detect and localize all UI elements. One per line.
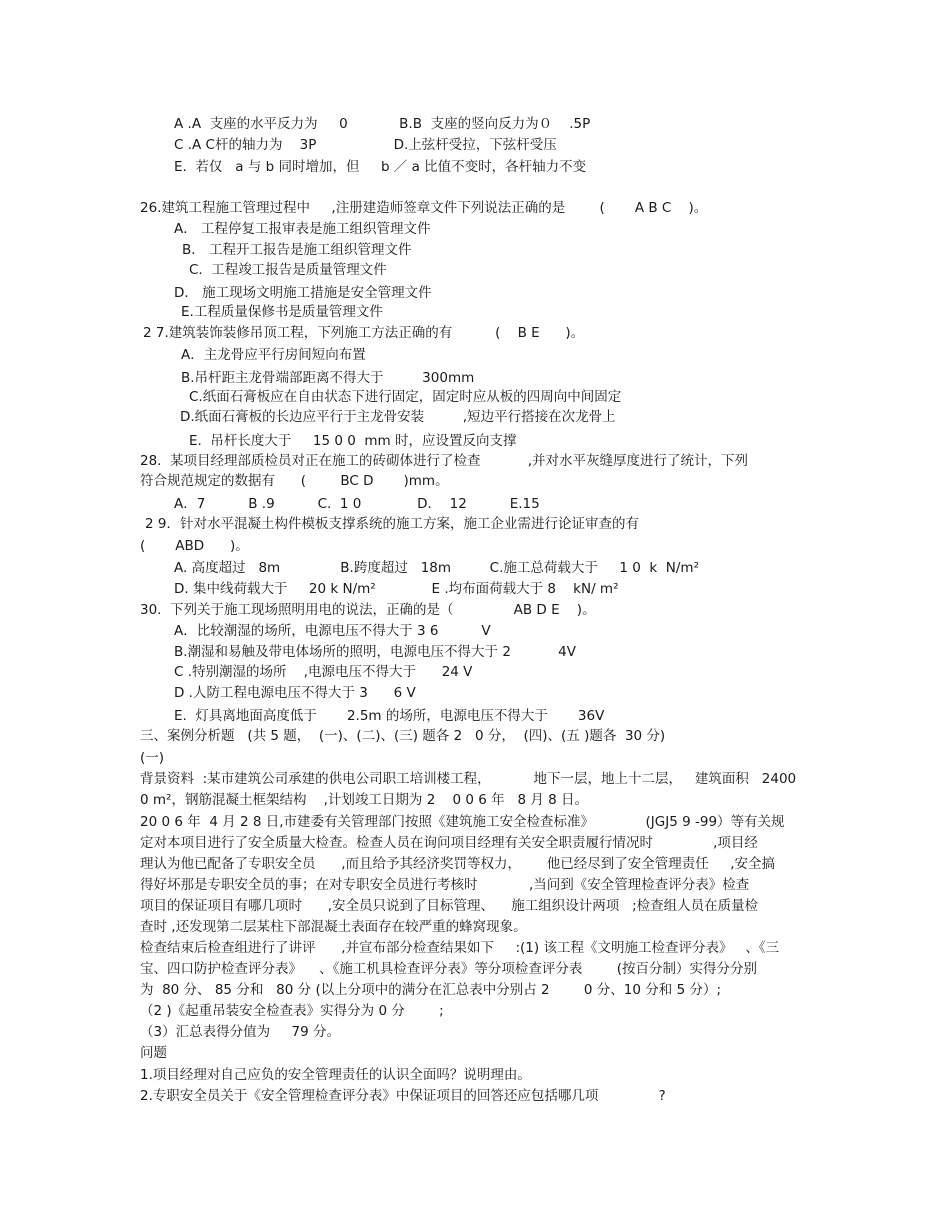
case-paragraph-line-3: 理认为他已配备了专职安全员 ,而且给予其经济奖罚等权力， 他已经尽到了安全管理责任 ,安全搞 — [140, 856, 776, 872]
options-28: A．7 B .9 C. 1 0 D． 12 E.15 — [174, 496, 540, 512]
option-25e: E. 若仅 a 与 b 同时增加，但 b ／ a 比值不变时，各杆轴力不变 — [174, 159, 587, 175]
case-paragraph-line-5: 项目的保证项目有哪几项时 ,安全员只说到了目标管理、 施工组织设计两项 ;检查组人员在质量检 — [140, 898, 759, 914]
question-29: 2 9．针对水平混凝土构件模板支撑系统的施工方案，施工企业需进行论证审查的有 — [145, 516, 639, 532]
case-result-line-5: （3）汇总表得分值为 79 分。 — [140, 1024, 341, 1040]
option-26b: B． 工程开工报告是施工组织管理文件 — [182, 242, 412, 258]
question-item-1: 1.项目经理对自己应负的安全管理责任的认识全面吗？说明理由。 — [140, 1067, 531, 1083]
option-27b: B.吊杆距主龙骨端部距离不得大于 300mm — [181, 370, 475, 386]
option-25c-25d: C .A C杆的轴力为 3P D.上弦杆受拉，下弦杆受压 — [174, 137, 557, 153]
option-26d: D． 施工现场文明施工措施是安全管理文件 — [174, 285, 432, 301]
option-30e: E. 灯具离地面高度低于 2.5m 的场所，电源电压不得大于 36V — [174, 708, 605, 724]
option-26c: C. 工程竣工报告是质量管理文件 — [189, 262, 387, 278]
option-30d: D .人防工程电源电压不得大于 3 6 V — [174, 685, 416, 701]
case-paragraph-line-4: 得好坏那是专职安全员的事；在对专职安全员进行考核时 ,当问到《安全管理检查评分表》检查 — [140, 877, 750, 893]
option-26e: E.工程质量保修书是质量管理文件 — [181, 304, 383, 320]
question-26: 26.建筑工程施工管理过程中 ,注册建造师签章文件下列说法正确的是 ( A B C )。 — [140, 200, 708, 216]
option-25a-25b: A .A 支座的水平反力为 0 B.B 支座的竖向反力为０ .5P — [174, 116, 591, 132]
case-paragraph-line-6: 查时 ,还发现第二层某柱下部混凝土表面存在较严重的蜂窝现象。 — [140, 919, 527, 935]
case-result-line-1: 检查结束后检查组进行了讲评 ,并宣布部分检查结果如下 :(1) 该工程《文明施工检查评分表》 、《三 — [140, 940, 780, 956]
question-30: 30. 下列关于施工现场照明用电的说法，正确的是（ AB D E )。 — [140, 602, 596, 618]
answer-29: ( ABD )。 — [140, 538, 249, 554]
option-27d: D.纸面石膏板的长边应平行于主龙骨安装 ,短边平行搭接在次龙骨上 — [180, 409, 616, 425]
case-paragraph-line-2: 定对本项目进行了安全质量大检查。检查人员在询问项目经理有关安全职责履行情况时 ,项目经 — [140, 835, 758, 851]
question-28-line-1: 28. 某项目经理部质检员对正在施工的砖砌体进行了检查 ,并对水平灰缝厚度进行了统计，下列 — [140, 453, 749, 469]
question-27: 2 7.建筑装饰装修吊顶工程，下列施工方法正确的有 ( B E )。 — [143, 325, 585, 341]
case-result-line-3: 为 80 分、 85 分和 80 分 (以上分项中的满分在汇总表中分别占 2 0 分、10 分和 5 分）; — [140, 982, 721, 998]
option-30a: A．比较潮湿的场所，电源电压不得大于 3 6 V — [174, 623, 491, 639]
option-27a: A．主龙骨应平行房间短向布置 — [181, 347, 366, 363]
section-heading-case-analysis: 三、案例分析题 (共 5 题， (一)、(二)、(三) 题各 2 0 分， (四)、(五 )题各 30 分) — [140, 728, 666, 744]
case-number: (一) — [140, 750, 165, 766]
option-30c: C .特别潮湿的场所 ,电源电压不得大于 24 V — [174, 664, 473, 680]
case-background-line-1: 背景资料 :某市建筑公司承建的供电公司职工培训楼工程， 地下一层，地上十二层， 建筑面积 2400 — [140, 771, 797, 787]
option-26a: A． 工程停复工报审表是施工组织管理文件 — [174, 221, 431, 237]
case-result-line-4: （2 )《起重吊装安全检查表》实得分为 0 分 ; — [140, 1003, 444, 1019]
case-result-line-2: 宝、四口防护检查评分表》 、《施工机具检查评分表》等分项检查评分表 (按百分制）实得分分别 — [140, 961, 758, 977]
case-paragraph-line-1: 20 0 6 年 4 月 2 8 日,市建委有关管理部门按照《建筑施工安全检查标准》 (JGJ5 9 -99）等有关规 — [140, 814, 785, 830]
options-29abc: A. 高度超过 8m B.跨度超过 18m C.施工总荷载大于 1 0 k N/m² — [174, 560, 699, 576]
option-30b: B.潮湿和易触及带电体场所的照明，电源电压不得大于 2 4V — [174, 644, 576, 660]
questions-heading: 问题 — [140, 1045, 167, 1061]
option-27c: C.纸面石膏板应在自由状态下进行固定，固定时应从板的四周向中间固定 — [189, 389, 622, 405]
option-27e: E. 吊杆长度大于 15 0 0 mm 时，应设置反向支撑 — [189, 433, 517, 449]
question-28-line-2: 符合规范规定的数据有 ( BC D )mm。 — [140, 473, 449, 489]
case-background-line-2: 0 m²，钢筋混凝土框架结构 ,计划竣工日期为 2 0 0 6 年 8 月 8 日。 — [140, 792, 589, 808]
question-item-2: 2.专职安全员关于《安全管理检查评分表》中保证项目的回答还应包括哪几项 ? — [140, 1088, 666, 1104]
options-29de: D. 集中线荷载大于 20 k N/m² E .均布面荷载大于 8 kN/ m² — [174, 581, 619, 597]
